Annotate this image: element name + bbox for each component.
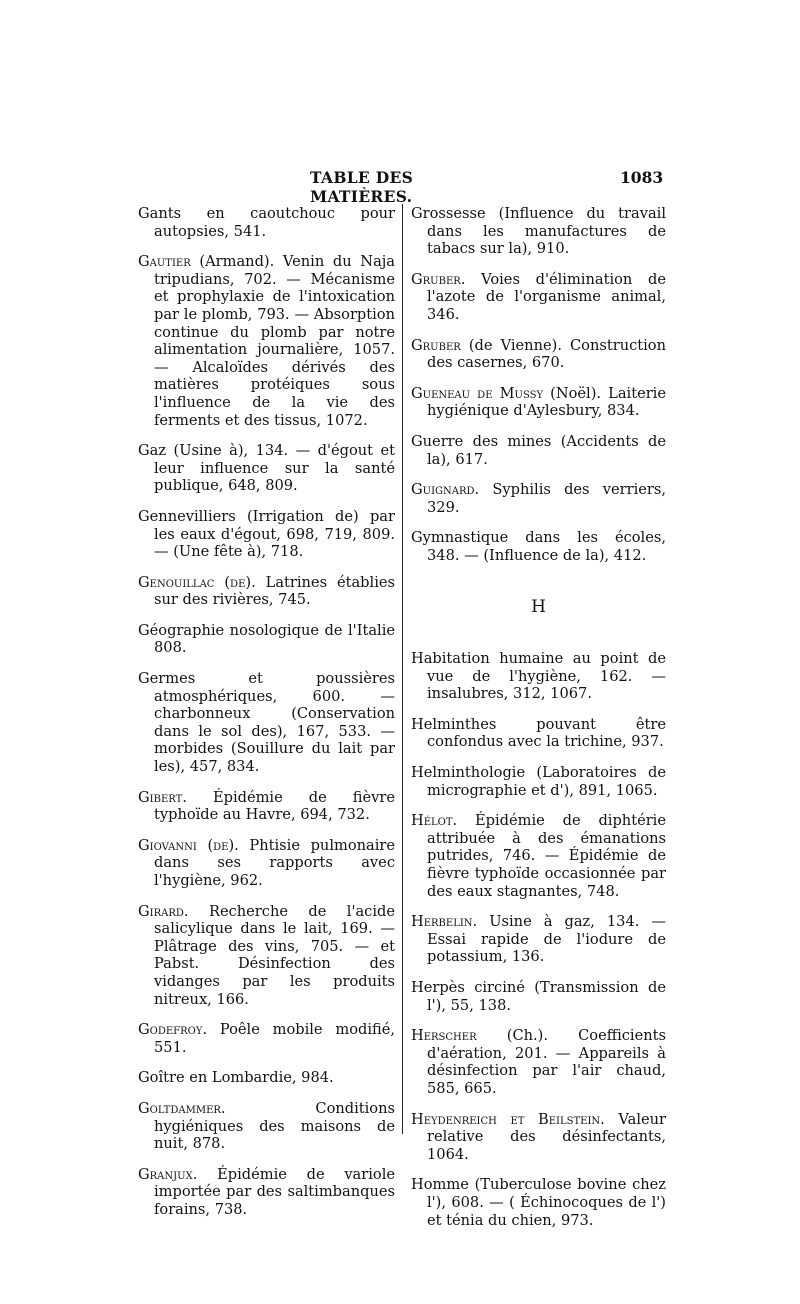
entry-author-name: Heydenreich et Beilstein [411,1110,601,1128]
entry-author-name: Guignard [411,481,475,499]
entry-author-name: Granjux [138,1165,193,1183]
entry-author-name: Herscher [411,1027,477,1045]
entry-text: (Armand). Venin du Naja tripudians, 702. — Mécanisme et prophylaxie de l'intoxication par le plomb, 793. — Absorption continue du plomb par notre alimentation journalière, 1057. — Alcaloïdes dérivés des matières protéiques sous l'influence de la vie des ferments et des tissus, 1072. [154,253,395,429]
entry-text: . Phtisie pulmonaire dans ses rapports avec l'hygiène, 962. [154,836,395,889]
index-entry [411,650,666,703]
column-divider [402,204,403,1134]
index-entry [411,979,666,1014]
index-entry [411,716,666,751]
entry-text: . Usine à gaz, 134. — Essai rapide de l'iodure de potassium, 136. [427,913,666,966]
entry-text: Helminthes pouvant être confondus avec la trichine, 937. [411,715,666,751]
index-entry [138,442,395,495]
entry-text: . Valeur relative des désinfectants, 1064. [427,1110,666,1163]
index-entry [411,337,666,372]
entry-text: Guerre des mines (Accidents de la), 617. [411,432,666,468]
entry-text: . Recherche de l'acide salicylique dans le lait, 169. — Plâtrage des vins, 705. — et Pabst. Désinfection des vidanges par les produits nitreux, 166. [154,902,395,1008]
entry-text: . Épidémie de fièvre typhoïde au Havre, 694, 732. [154,788,395,824]
index-entry [138,1100,395,1153]
entry-text: Helminthologie (Laboratoires de micrographie et d'), 891, 1065. [411,764,666,799]
entry-text: . Voies d'élimination de l'azote de l'organisme animal, 346. [427,270,666,323]
entries-h [411,650,666,1229]
entry-author-name: Hélot [411,812,453,830]
index-entry [411,385,666,420]
index-entry [411,433,666,468]
entry-author-name: Gruber [411,270,461,288]
entry-text: Gennevilliers (Irrigation de) par les eaux d'égout, 698, 719, 809. — (Une fête à), 718. [138,507,395,561]
entry-text: Gymnastique dans les écoles, 348. — (Influence de la), 412. [411,529,666,564]
index-entry [411,529,666,564]
entry-author-name: Gruber [411,336,461,354]
entry-author-name: Goltdammer [138,1099,221,1117]
entry-author-name: Girard [138,902,184,920]
index-entry [411,1111,666,1164]
entry-text: Gaz (Usine à), 134. — d'égout et leur influence sur la santé publique, 648, 809. [138,442,395,495]
entry-text: . Conditions hygiéniques des maisons de nuit, 878. [154,1099,395,1153]
index-entry [411,1027,666,1097]
entry-author-name: Herbelin [411,913,473,931]
index-entry [138,903,395,1009]
index-entry [411,913,666,966]
index-entry [138,1166,395,1219]
index-entry [411,764,666,799]
entry-text: Grossesse (Influence du travail dans les manufactures de tabacs sur la), 910. [411,205,666,258]
entry-author-name: Giovanni (de) [138,836,235,854]
index-entry [138,837,395,890]
page-number: 1083 [620,168,664,187]
entry-text: . Épidémie de diphtérie attribuée à des émanations putrides, 746. — Épidémie de fièvre typhoïde occasionnée par des eaux stagnantes, 748. [427,812,666,900]
entry-text: . Poêle mobile modifié, 551. [154,1021,395,1056]
index-entry [138,1069,395,1087]
entry-text: Habitation humaine au point de vue de l'hygiène, 162. — insalubres, 312, 1067. [411,650,666,703]
page-header-title: TABLE DES MATIÈRES. [310,168,414,206]
index-entry [138,670,395,776]
entry-text: . Épidémie de variole importée par des saltimbanques forains, 738. [154,1165,395,1218]
entry-text: Gants en caoutchouc pour autopsies, 541. [138,205,395,240]
index-entry [411,812,666,900]
entry-text: Germes et poussières atmosphériques, 600. — charbonneux (Conservation dans le sol des), 167, 533. — morbides (Souillure du lait par les), 457, 834. [138,670,395,776]
entry-author-name: Gueneau de Mussy [411,384,544,402]
index-entry [138,1021,395,1056]
index-entry [411,205,666,258]
entry-text: (Ch.). Coefficients d'aération, 201. — Appareils à désinfection par l'air chaud, 585, 665. [427,1027,666,1097]
entry-text: Géographie nosologique de l'Italie 808. [138,621,395,657]
right-column [411,205,666,1242]
index-entry [138,205,395,240]
entry-author-name: Gautier [138,253,191,271]
index-entry [138,574,395,609]
entry-author-name: Gibert [138,788,183,806]
index-entry [411,1176,666,1229]
entry-text: . Syphilis des verriers, 329. [427,481,666,516]
entries-g [411,205,666,565]
entry-author-name: Godefroy [138,1021,203,1039]
index-entry [138,253,395,429]
entry-text: (Noël). Laiterie hygiénique d'Aylesbury, 834. [427,384,666,420]
index-entry [138,789,395,824]
left-column [138,205,395,1232]
index-entry [138,508,395,561]
index-entry [138,622,395,657]
entry-text: Homme (Tuberculose bovine chez l'), 608. — ( Échinocoques de l') et ténia du chien, 973. [411,1176,666,1229]
index-entry [411,481,666,516]
entry-text: (de Vienne). Construction des casernes, 670. [427,336,666,372]
entry-text: Herpès circiné (Transmission de l'), 55, 138. [411,979,666,1014]
entry-text: . Latrines établies sur des rivières, 745. [154,573,395,609]
entry-author-name: Genouillac (de) [138,573,252,591]
section-letter: H [531,596,546,617]
entry-text: Goître en Lombardie, 984. [138,1069,334,1087]
index-entry [411,271,666,324]
